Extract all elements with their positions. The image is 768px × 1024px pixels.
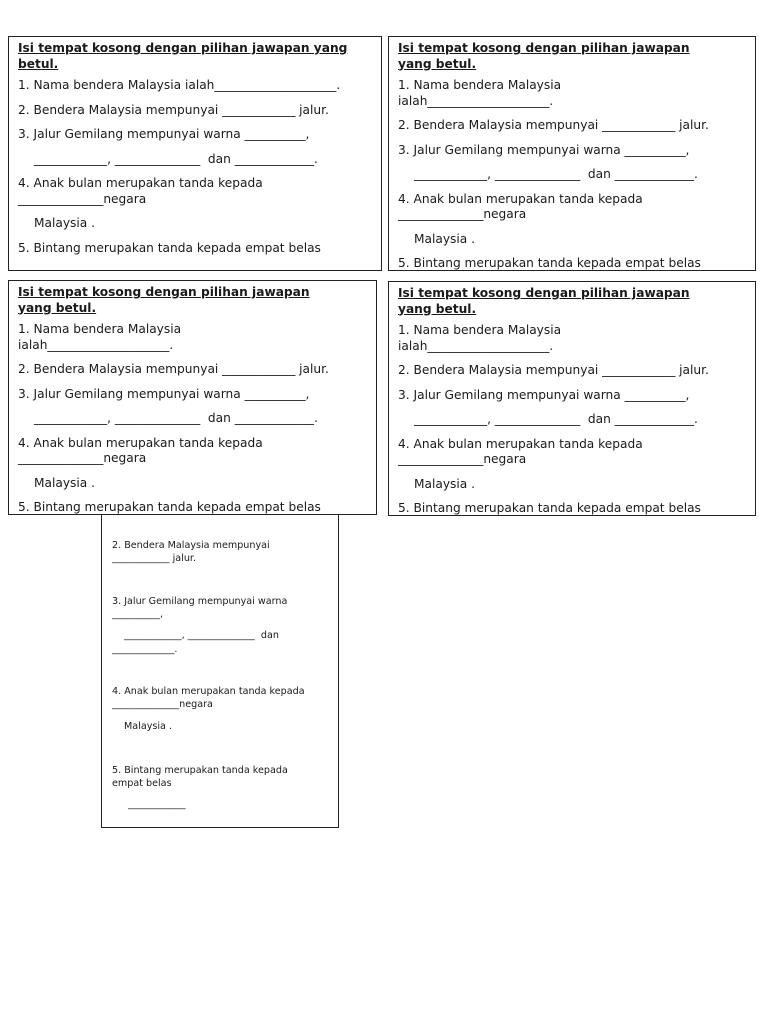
question-5: 5. Bintang merupakan tanda kepada empat belas xyxy=(18,240,321,255)
question-5-cut-off: 5. Bintang merupakan tanda kepada empat belas xyxy=(18,500,321,514)
question-4-line-3: Malaysia . xyxy=(414,476,476,491)
question-3: 3. Jalur Gemilang mempunyai warna __________, xyxy=(18,127,310,141)
question-3-blanks: ____________, ______________ dan _____________. xyxy=(414,412,698,426)
question-1-line-2: ialah____________________. xyxy=(18,337,174,352)
question-1-line-2: ialah____________________. xyxy=(398,93,554,108)
question-3: 3. Jalur Gemilang mempunyai warna __________, xyxy=(18,386,310,401)
question-2-line-2: ____________ jalur. xyxy=(112,553,197,564)
question-3-blanks: ____________, ______________ dan _____________. xyxy=(34,411,318,425)
worksheet-title xyxy=(18,41,372,72)
title-line-1: Isi tempat kosong dengan pilihan jawapan xyxy=(398,286,690,300)
title-line-1: Isi tempat kosong dengan pilihan jawapan xyxy=(398,41,690,55)
question-4-line-2: ______________negara xyxy=(18,451,147,465)
question-4-line-1: 4. Anak bulan merupakan tanda kepada xyxy=(18,176,263,190)
title-line-2: betul. xyxy=(18,56,59,71)
question-5-line-1: 5. Bintang merupakan tanda kepada xyxy=(112,765,288,776)
question-4-line-1: 4. Anak bulan merupakan tanda kepada xyxy=(398,191,643,206)
question-4-line-3: Malaysia . xyxy=(34,475,96,490)
question-4-line-2: ______________negara xyxy=(18,191,147,206)
worksheet-title xyxy=(18,285,367,316)
question-3-line-2: __________, xyxy=(112,609,164,620)
question-4-line-1: 4. Anak bulan merupakan tanda kepada xyxy=(112,686,305,697)
question-3-blanks: ____________, ______________ dan _____________. xyxy=(414,167,698,181)
question-3-line-3: ____________, ______________ dan xyxy=(124,630,279,641)
question-4-line-1: 4. Anak bulan merupakan tanda kepada xyxy=(18,435,263,450)
question-4-line-3: Malaysia . xyxy=(124,721,173,732)
title-line-2: yang betul. xyxy=(398,301,477,316)
question-2-line-1: 2. Bendera Malaysia mempunyai xyxy=(112,540,270,551)
question-1-line-1: 1. Nama bendera Malaysia xyxy=(18,322,182,336)
question-3: 3. Jalur Gemilang mempunyai warna __________, xyxy=(398,387,690,402)
title-line-2: yang betul. xyxy=(398,56,477,71)
title-line-1: Isi tempat kosong dengan pilihan jawapan yang xyxy=(18,41,348,55)
question-1-line-1: 1. Nama bendera Malaysia xyxy=(398,323,562,337)
question-5-cut-off: 5. Bintang merupakan tanda kepada empat belas xyxy=(398,256,701,270)
question-4-line-3: Malaysia . xyxy=(34,216,96,230)
question-2: 2. Bendera Malaysia mempunyai ____________ jalur. xyxy=(18,362,329,376)
question-5-cut-off: 5. Bintang merupakan tanda kepada empat belas xyxy=(398,501,701,515)
question-5-line-2: empat belas xyxy=(112,778,172,789)
question-1-line-2: ialah____________________. xyxy=(398,338,554,353)
question-4-line-2: ______________negara xyxy=(112,699,213,710)
question-1: 1. Nama bendera Malaysia ialah____________________. xyxy=(18,78,341,92)
question-4-line-3: Malaysia . xyxy=(414,231,476,246)
worksheet-card-top-right xyxy=(388,36,756,271)
question-5-line-3: ____________ xyxy=(128,799,186,810)
question-3-line-1: 3. Jalur Gemilang mempunyai warna xyxy=(112,596,288,607)
question-4-line-2: ______________negara xyxy=(398,207,527,221)
worksheet-card-middle-left xyxy=(8,280,377,515)
question-2: 2. Bendera Malaysia mempunyai ____________ jalur. xyxy=(18,102,329,117)
question-3-blanks: ____________, ______________ dan _____________. xyxy=(34,151,318,166)
question-1-line-1: 1. Nama bendera Malaysia xyxy=(398,78,562,92)
worksheet-card-top-left xyxy=(8,36,382,271)
question-2: 2. Bendera Malaysia mempunyai ____________ jalur. xyxy=(398,118,709,132)
worksheet-card-small xyxy=(101,514,339,828)
question-2: 2. Bendera Malaysia mempunyai ____________ jalur. xyxy=(398,363,709,377)
question-3-line-4: _____________. xyxy=(112,644,178,655)
worksheet-card-middle-right xyxy=(388,281,756,516)
question-3: 3. Jalur Gemilang mempunyai warna __________, xyxy=(398,142,690,157)
worksheet-title xyxy=(398,286,746,317)
question-4-line-1: 4. Anak bulan merupakan tanda kepada xyxy=(398,436,643,451)
worksheet-title xyxy=(398,41,746,72)
question-4-line-2: ______________negara xyxy=(398,452,527,466)
title-line-1: Isi tempat kosong dengan pilihan jawapan xyxy=(18,285,310,299)
title-line-2: yang betul. xyxy=(18,300,97,315)
